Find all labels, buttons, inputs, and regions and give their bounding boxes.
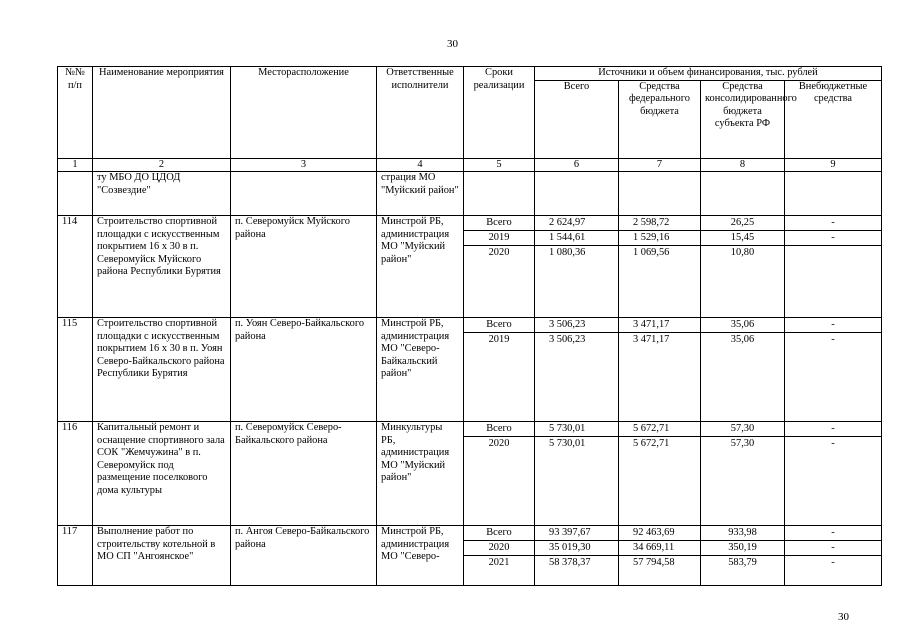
column-number: 8 [701, 158, 785, 172]
value-term: Всего [464, 216, 534, 231]
value-extra: - [785, 526, 881, 541]
value-term: Всего [464, 422, 534, 437]
cell-num [58, 172, 93, 216]
cell-name: Капитальный ремонт и оснащение спортивного зала СОК "Жемчужина" в п. Северомуйск под размещение поселкового дома культуры [93, 422, 231, 526]
column-number: 9 [785, 158, 882, 172]
value-extra: - [785, 422, 881, 437]
header-responsible: Ответственные исполнители [377, 67, 464, 159]
value-federal: 3 471,17 [633, 334, 670, 345]
cell-responsible: страция МО "Муйский район" [377, 172, 464, 216]
header-funding: Источники и объем финансирования, тыс. рублей [535, 67, 882, 81]
cell-name: Выполнение работ по строительству котельной в МО СП "Ангоянское" [93, 526, 231, 586]
cell-extra [785, 422, 882, 526]
cell-num: 115 [58, 318, 93, 422]
cell-regional [701, 526, 785, 586]
value-term: Всего [464, 318, 534, 333]
value-federal: 57 794,58 [633, 557, 675, 568]
value-term: 2019 [488, 334, 510, 345]
value-total: 2 624,97 [535, 216, 618, 231]
cell-regional [701, 172, 785, 216]
value-extra: - [831, 438, 835, 449]
cell-term [464, 172, 535, 216]
value-federal: 5 672,71 [633, 438, 670, 449]
table-row [58, 526, 882, 586]
value-term: 2021 [488, 557, 510, 568]
cell-name: ту МБО ДО ЦДОД "Созвездие" [93, 172, 231, 216]
cell-name: Строительство спортивной площадки с искусственным покрытием 16 х 30 в п. Северомуйск Муйского района Республики Бурятия [93, 216, 231, 318]
table-row [58, 422, 882, 526]
column-number: 1 [58, 158, 93, 172]
cell-num: 117 [58, 526, 93, 586]
value-total: 58 378,37 [549, 557, 591, 568]
value-regional: 35,06 [730, 334, 755, 345]
value-term: 2020 [464, 541, 534, 556]
value-federal: 1 069,56 [633, 247, 670, 258]
header-num: №№ п/п [58, 67, 93, 159]
cell-total [535, 216, 619, 318]
value-regional: 15,45 [701, 231, 784, 246]
header-name: Наименование мероприятия [93, 67, 231, 159]
column-number: 3 [231, 158, 377, 172]
value-extra: - [785, 231, 881, 246]
value-total: 5 730,01 [549, 438, 586, 449]
header-total: Всего [535, 80, 619, 158]
value-term: 2020 [488, 247, 510, 258]
value-term: 2019 [464, 231, 534, 246]
cell-extra [785, 526, 882, 586]
page-number-bottom: 30 [838, 611, 849, 623]
cell-federal [619, 526, 701, 586]
cell-term [464, 526, 535, 586]
cell-extra [785, 216, 882, 318]
value-regional: 933,98 [701, 526, 784, 541]
cell-federal [619, 216, 701, 318]
cell-term [464, 318, 535, 422]
cell-total [535, 422, 619, 526]
value-total: 3 506,23 [535, 318, 618, 333]
value-regional: 26,25 [701, 216, 784, 231]
value-federal: 3 471,17 [619, 318, 700, 333]
cell-term [464, 422, 535, 526]
header-location: Месторасположение [231, 67, 377, 159]
cell-regional [701, 216, 785, 318]
value-federal: 34 669,11 [619, 541, 700, 556]
cell-regional [701, 422, 785, 526]
header-terms: Сроки реализации [464, 67, 535, 159]
page-number-top: 30 [447, 38, 458, 50]
cell-total [535, 526, 619, 586]
column-number: 6 [535, 158, 619, 172]
value-extra: - [831, 334, 835, 345]
cell-federal [619, 172, 701, 216]
value-extra: - [785, 541, 881, 556]
value-extra: - [785, 216, 881, 231]
cell-name: Строительство спортивной площадки с искусственным покрытием 16 х 30 в п. Уоян Северо-Байкальского района Республики Бурятия [93, 318, 231, 422]
cell-responsible: Минкультуры РБ, администрация МО "Муйский район" [377, 422, 464, 526]
cell-federal [619, 318, 701, 422]
column-number: 5 [464, 158, 535, 172]
cell-responsible: Минстрой РБ, администрация МО "Северо-Байкальский район" [377, 318, 464, 422]
value-total: 3 506,23 [549, 334, 586, 345]
value-federal: 92 463,69 [619, 526, 700, 541]
cell-total [535, 318, 619, 422]
table-row [58, 318, 882, 422]
funding-table [57, 66, 882, 586]
header-federal: Средства федерального бюджета [619, 80, 701, 158]
value-extra: - [831, 557, 835, 568]
cell-regional [701, 318, 785, 422]
cell-location: п. Северомуйск Муйского района [231, 216, 377, 318]
cell-num: 116 [58, 422, 93, 526]
header-extra: Внебюджетные средства [785, 80, 882, 158]
value-regional: 35,06 [701, 318, 784, 333]
value-federal: 5 672,71 [619, 422, 700, 437]
value-total: 93 397,67 [535, 526, 618, 541]
cell-extra [785, 318, 882, 422]
table-row [58, 216, 882, 318]
value-total: 1 544,61 [535, 231, 618, 246]
value-extra [785, 246, 881, 260]
column-number: 7 [619, 158, 701, 172]
value-total: 5 730,01 [535, 422, 618, 437]
cell-total [535, 172, 619, 216]
cell-location: п. Северомуйск Северо-Байкальского района [231, 422, 377, 526]
value-total: 35 019,30 [535, 541, 618, 556]
column-number: 2 [93, 158, 231, 172]
value-term: Всего [464, 526, 534, 541]
column-number: 4 [377, 158, 464, 172]
cell-location [231, 172, 377, 216]
value-regional: 583,79 [728, 557, 757, 568]
cell-location: п. Ангоя Северо-Байкальского района [231, 526, 377, 586]
value-regional: 57,30 [730, 438, 755, 449]
value-regional: 350,19 [701, 541, 784, 556]
value-regional: 57,30 [701, 422, 784, 437]
cell-location: п. Уоян Северо-Байкальского района [231, 318, 377, 422]
cell-extra [785, 172, 882, 216]
value-term: 2020 [488, 438, 510, 449]
cell-federal [619, 422, 701, 526]
value-federal: 1 529,16 [619, 231, 700, 246]
cell-term [464, 216, 535, 318]
cell-num: 114 [58, 216, 93, 318]
value-regional: 10,80 [730, 247, 755, 258]
value-federal: 2 598,72 [619, 216, 700, 231]
cell-responsible: Минстрой РБ, администрация МО "Муйский район" [377, 216, 464, 318]
value-extra: - [785, 318, 881, 333]
table-row [58, 172, 882, 216]
cell-responsible: Минстрой РБ, администрация МО "Северо- [377, 526, 464, 586]
value-total: 1 080,36 [549, 247, 586, 258]
header-regional: Средства консолидированного бюджета субъекта РФ [701, 80, 785, 158]
